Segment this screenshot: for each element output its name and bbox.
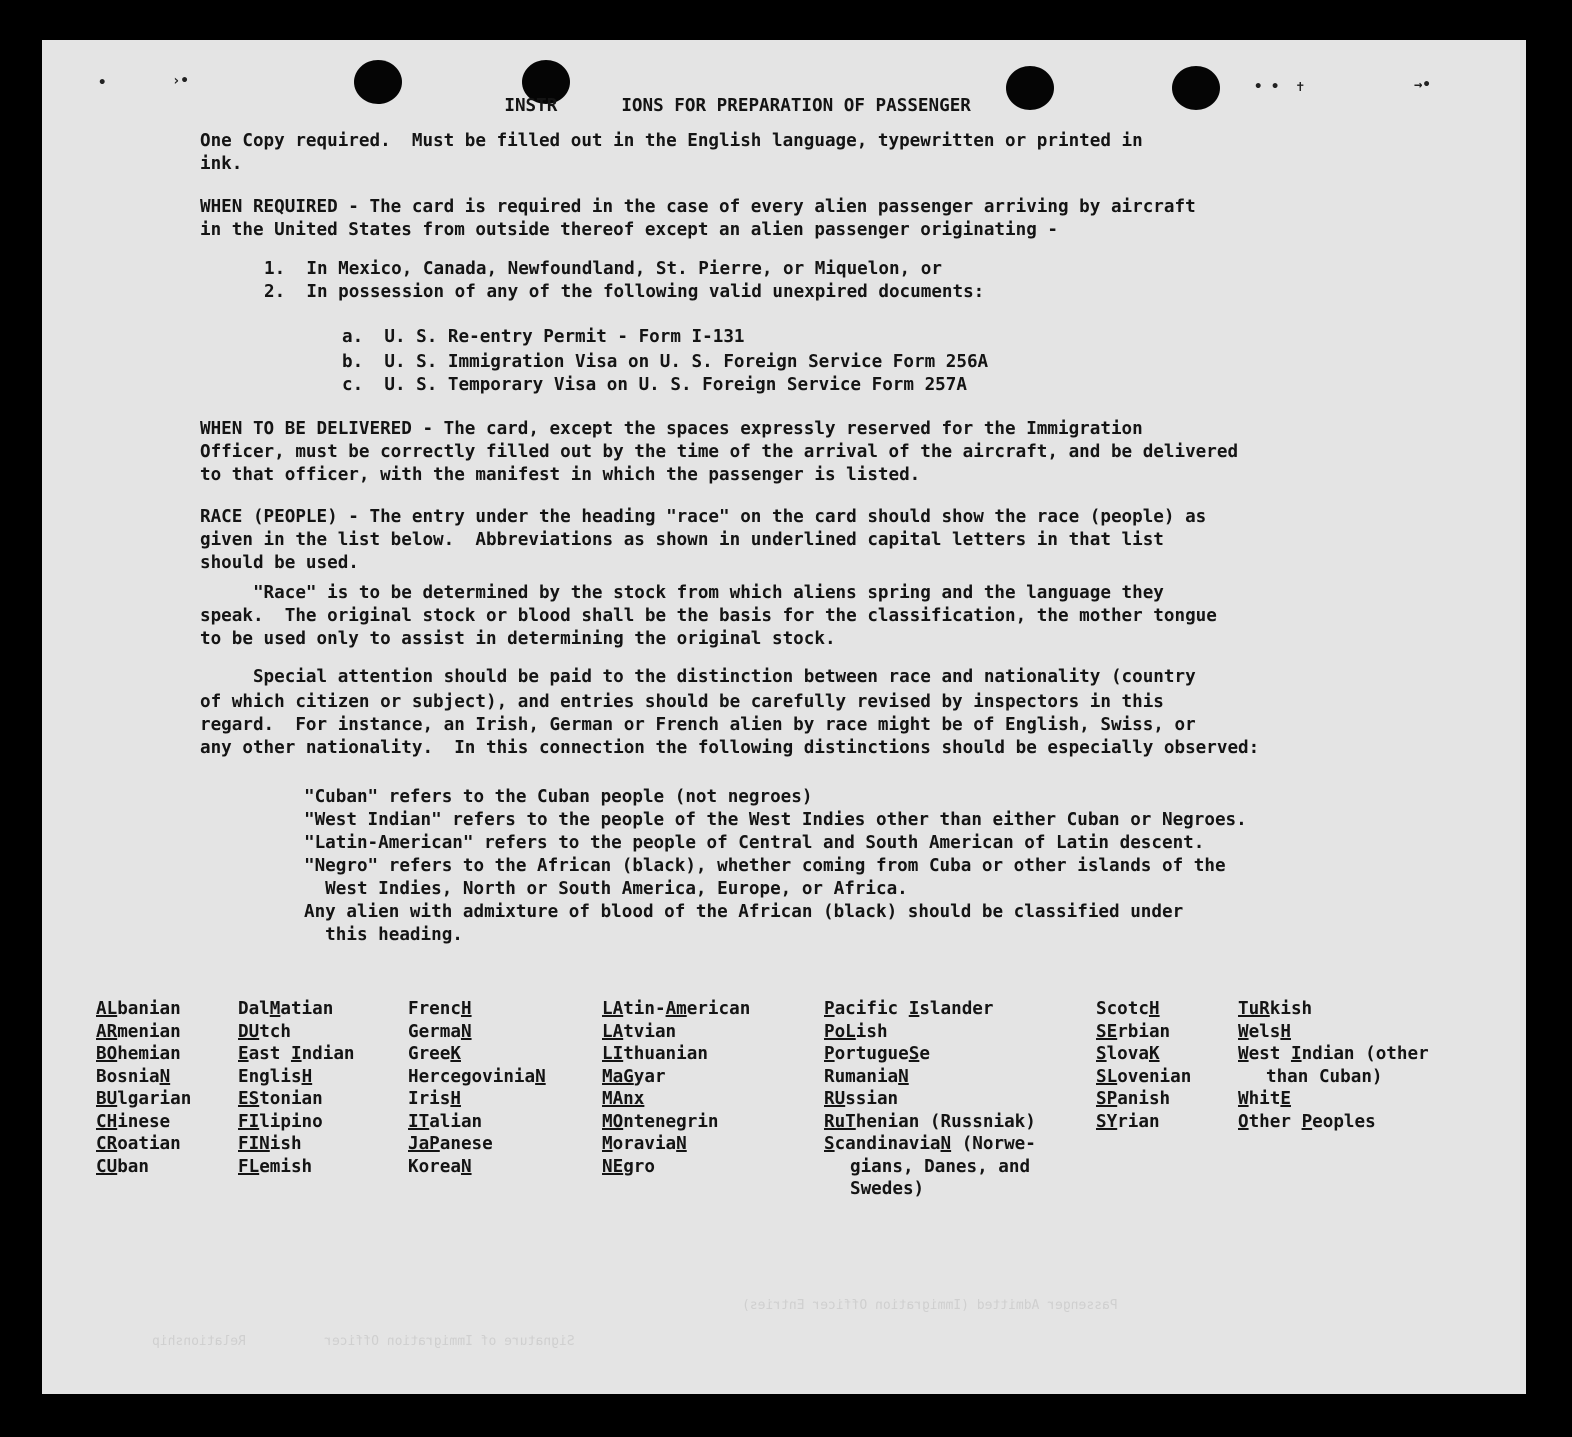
race-entry: MaGyar (602, 1066, 666, 1087)
punch-hole-4 (1172, 66, 1220, 110)
race-entry: FrencH (408, 999, 472, 1019)
exceptions-list: 1. In Mexico, Canada, Newfoundland, St. Pierre, or Miquelon, or 2. In possession of any of the following valid unexpired documents: (264, 259, 985, 302)
race-entry: BosniaN (96, 1066, 171, 1087)
race-list-column-1 (96, 998, 191, 1178)
race-entry: WhitE (1238, 1089, 1291, 1109)
special-attention-paragraph: Special attention should be paid to the distinction between race and nationality (country of which citizen or subject), and entries should be carefully revised by inspectors in this regard. For instance, an Irish, German or French alien by race might be of English, Swiss, or any other nationality. In this connection the following distinctions should be especially observed: (200, 667, 1260, 758)
margin-mark: • (98, 75, 107, 91)
race-entry: SErbian (1096, 1021, 1171, 1042)
race-entry: ScotcH (1096, 999, 1160, 1019)
race-entry: CUban (96, 1156, 149, 1177)
race-entry: EStonian (238, 1089, 323, 1109)
race-entry: MAnx (602, 1089, 645, 1109)
race-entry: PoLish (824, 1021, 888, 1042)
race-entry: ITalian (408, 1111, 483, 1132)
race-entry: DUtch (238, 1021, 291, 1042)
race-entry: GreeK (408, 1044, 461, 1064)
race-entry: FINish (238, 1134, 302, 1154)
race-entry: BOhemian (96, 1044, 181, 1064)
race-entry: RUssian (824, 1089, 899, 1109)
race-entry: SlovaK (1096, 1044, 1160, 1064)
race-entry: FIlipino (238, 1111, 323, 1132)
race-entry: KoreaN (408, 1156, 472, 1177)
page-title: INSTR IONS FOR PREPARATION OF PASSENGER (504, 96, 971, 116)
race-entry: SPanish (1096, 1089, 1171, 1109)
distinctions-list: "Cuban" refers to the Cuban people (not negroes) "West Indian" refers to the people of the West Indies other than either Cuban or Negroes. "Latin-American" refers to the people of Central and South American of Latin descent. "Negro" refers to the African (black), whether coming from Cuba or other islands of the West Indies, North or South America, Europe, or Africa. Any alien with admixture of blood of the African (black) should be classified under this heading. (304, 787, 1247, 945)
race-entry: SYrian (1096, 1111, 1160, 1132)
race-entry: JaPanese (408, 1134, 493, 1154)
race-entry: LAtin-American (602, 999, 751, 1019)
race-entry: LAtvian (602, 1021, 677, 1042)
race-entry: FLemish (238, 1156, 313, 1177)
punch-hole-1 (354, 60, 402, 104)
race-entry: WelsH (1238, 1021, 1291, 1042)
race-entry: Pacific Islander (824, 999, 994, 1019)
race-entry: GermaN (408, 1021, 472, 1042)
race-entry: TuRkish (1238, 999, 1313, 1019)
race-entry: gians, Danes, and (850, 1156, 1031, 1177)
race-entry: West Indian (other (1238, 1044, 1429, 1064)
race-list-column-6 (1096, 998, 1191, 1133)
race-list-column-3 (408, 998, 546, 1178)
race-section: RACE (PEOPLE) - The entry under the heading "race" on the card should show the race (people) as given in the list below. Abbreviations as shown in underlined capital letters in that list should be used. (200, 507, 1207, 573)
race-entry: ARmenian (96, 1021, 181, 1042)
race-entry: MoraviaN (602, 1134, 687, 1154)
race-entry: SLovenian (1096, 1066, 1192, 1087)
race-entry: DalMatian (238, 999, 334, 1019)
race-entry: EnglisH (238, 1066, 313, 1087)
race-entry: LIthuanian (602, 1044, 708, 1064)
race-entry: IrisH (408, 1089, 461, 1109)
race-entry: RumaniaN (824, 1066, 909, 1087)
race-entry: NEgro (602, 1156, 655, 1177)
race-entry: MOntenegrin (602, 1111, 719, 1132)
intro-paragraph: One Copy required. Must be filled out in the English language, typewritten or printed in ink. (200, 131, 1143, 174)
race-list-column-4 (602, 998, 750, 1178)
race-entry: BUlgarian (96, 1089, 192, 1109)
margin-mark: →• (1414, 77, 1431, 93)
race-entry: Other Peoples (1238, 1111, 1376, 1132)
race-definition-paragraph: "Race" is to be determined by the stock from which aliens spring and the language they speak. The original stock or blood shall be the basis for the classification, the mother tongue to be used only to assist in determining the original stock. (200, 583, 1217, 649)
race-list-column-2 (238, 998, 355, 1178)
race-entry: ScandinaviaN (Norwe- (824, 1134, 1036, 1154)
margin-mark: • • ✝ (1254, 79, 1305, 95)
when-to-be-delivered-section: WHEN TO BE DELIVERED - The card, except the spaces expressly reserved for the Immigration Officer, must be correctly filled out by the time of the arrival of the aircraft, and be delivered to that officer, with the manifest in which the passenger is listed. (200, 419, 1239, 485)
punch-hole-3 (1006, 66, 1054, 110)
race-entry: CRoatian (96, 1134, 181, 1154)
race-entry: East Indian (238, 1044, 355, 1064)
race-entry: Swedes) (850, 1179, 925, 1199)
race-list-column-7 (1238, 998, 1429, 1133)
race-entry: HercegoviniaN (408, 1066, 546, 1087)
race-list-column-5 (824, 998, 1036, 1201)
race-entry: ALbanian (96, 999, 181, 1019)
documents-list: a. U. S. Re-entry Permit - Form I-131 b. U. S. Immigration Visa on U. S. Foreign Service Form 256A c. U. S. Temporary Visa on U. S. Foreign Service Form 257A (342, 327, 989, 395)
race-entry: PortugueSe (824, 1044, 930, 1064)
race-entry: CHinese (96, 1111, 171, 1132)
race-entry: than Cuban) (1266, 1066, 1383, 1087)
margin-mark: ›• (172, 73, 189, 89)
bleed-through-text: Passenger Admitted (Immigration Officer Entries) (742, 1298, 1118, 1313)
race-entry: RuThenian (Russniak) (824, 1111, 1036, 1132)
document-page (42, 40, 1526, 1394)
bleed-through-text: Signature of Immigration Officer Relationship (152, 1334, 575, 1349)
when-required-section: WHEN REQUIRED - The card is required in the case of every alien passenger arriving by aircraft in the United States from outside thereof except an alien passenger originating - (200, 197, 1196, 240)
